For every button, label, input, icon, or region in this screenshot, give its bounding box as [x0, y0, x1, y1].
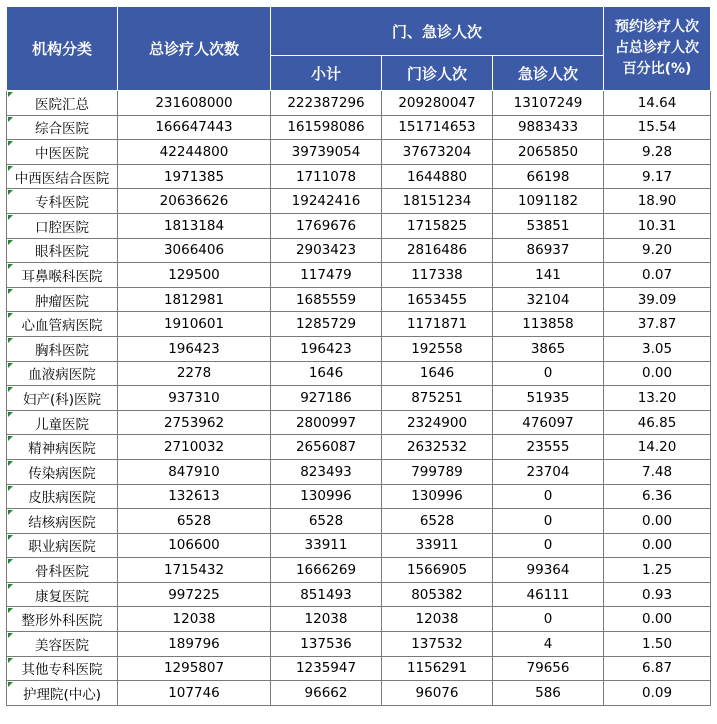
- cell-outpatient: 6528: [382, 509, 493, 534]
- cell-outpatient: 1646: [382, 361, 493, 386]
- cell-emergency: 0: [493, 607, 604, 632]
- cell-outpatient: 805382: [382, 582, 493, 607]
- cell-emergency: 141: [493, 263, 604, 288]
- table-row: [7, 582, 711, 607]
- cell-appointment-pct: 9.17: [604, 164, 711, 189]
- table-row: [7, 435, 711, 460]
- table-row: [7, 509, 711, 534]
- cell-outpatient: 1156291: [382, 656, 493, 681]
- cell-category: 血液病医院: [7, 361, 118, 386]
- header-appointment-percentage: [604, 7, 711, 91]
- cell-category: 专科医院: [7, 189, 118, 214]
- cell-outpatient: 1171871: [382, 312, 493, 337]
- cell-appointment-pct: 0.00: [604, 533, 711, 558]
- cell-emergency: 66198: [493, 164, 604, 189]
- cell-total-visits: 12038: [118, 607, 271, 632]
- cell-total-visits: 166647443: [118, 115, 271, 140]
- cell-total-visits: 997225: [118, 582, 271, 607]
- table-row: [7, 312, 711, 337]
- header-emergency: 急诊人次: [493, 56, 604, 91]
- table-row: [7, 681, 711, 706]
- cell-outpatient: 209280047: [382, 91, 493, 116]
- cell-appointment-pct: 9.20: [604, 238, 711, 263]
- cell-outpatient: 130996: [382, 484, 493, 509]
- cell-outpatient: 1653455: [382, 287, 493, 312]
- cell-subtotal: 2656087: [271, 435, 382, 460]
- cell-outpatient: 1644880: [382, 164, 493, 189]
- cell-outpatient: 1566905: [382, 558, 493, 583]
- cell-emergency: 23704: [493, 459, 604, 484]
- cell-emergency: 0: [493, 509, 604, 534]
- cell-appointment-pct: 37.87: [604, 312, 711, 337]
- cell-outpatient: 12038: [382, 607, 493, 632]
- cell-category: 康复医院: [7, 582, 118, 607]
- cell-subtotal: 130996: [271, 484, 382, 509]
- table-row: [7, 238, 711, 263]
- cell-total-visits: 106600: [118, 533, 271, 558]
- cell-category: 肿瘤医院: [7, 287, 118, 312]
- cell-category: 护理院(中心): [7, 681, 118, 706]
- cell-total-visits: 2710032: [118, 435, 271, 460]
- cell-category: 精神病医院: [7, 435, 118, 460]
- cell-emergency: 23555: [493, 435, 604, 460]
- cell-subtotal: 927186: [271, 386, 382, 411]
- cell-subtotal: 1235947: [271, 656, 382, 681]
- cell-emergency: 86937: [493, 238, 604, 263]
- header-subtotal: 小计: [271, 56, 382, 91]
- table-row: [7, 607, 711, 632]
- cell-subtotal: 137536: [271, 632, 382, 657]
- table-row: [7, 115, 711, 140]
- cell-total-visits: 3066406: [118, 238, 271, 263]
- cell-appointment-pct: 1.25: [604, 558, 711, 583]
- cell-appointment-pct: 0.00: [604, 607, 711, 632]
- cell-total-visits: 1715432: [118, 558, 271, 583]
- header-pct-line1: 预约诊疗人次: [615, 19, 700, 35]
- cell-appointment-pct: 15.54: [604, 115, 711, 140]
- table-row: [7, 558, 711, 583]
- header-pct-line3: 百分比(%): [622, 61, 692, 77]
- cell-subtotal: 33911: [271, 533, 382, 558]
- cell-outpatient: 96076: [382, 681, 493, 706]
- cell-outpatient: 2632532: [382, 435, 493, 460]
- cell-appointment-pct: 46.85: [604, 410, 711, 435]
- cell-subtotal: 196423: [271, 336, 382, 361]
- cell-outpatient: 137532: [382, 632, 493, 657]
- table-row: [7, 361, 711, 386]
- cell-total-visits: 2278: [118, 361, 271, 386]
- cell-subtotal: 39739054: [271, 140, 382, 165]
- table-row: [7, 484, 711, 509]
- cell-category: 皮肤病医院: [7, 484, 118, 509]
- cell-category: 结核病医院: [7, 509, 118, 534]
- table-row: [7, 632, 711, 657]
- cell-total-visits: 20636626: [118, 189, 271, 214]
- cell-appointment-pct: 0.09: [604, 681, 711, 706]
- cell-appointment-pct: 3.05: [604, 336, 711, 361]
- table-row: [7, 656, 711, 681]
- cell-subtotal: 19242416: [271, 189, 382, 214]
- header-outpatient: 门诊人次: [382, 56, 493, 91]
- cell-appointment-pct: 0.07: [604, 263, 711, 288]
- header-outpatient-emergency-group: 门、急诊人次: [271, 7, 604, 56]
- cell-category: 眼科医院: [7, 238, 118, 263]
- cell-total-visits: 189796: [118, 632, 271, 657]
- hospital-visits-table: [6, 6, 711, 706]
- cell-appointment-pct: 0.93: [604, 582, 711, 607]
- cell-appointment-pct: 10.31: [604, 213, 711, 238]
- cell-emergency: 0: [493, 361, 604, 386]
- cell-emergency: 586: [493, 681, 604, 706]
- cell-subtotal: 117479: [271, 263, 382, 288]
- cell-appointment-pct: 0.00: [604, 509, 711, 534]
- cell-outpatient: 799789: [382, 459, 493, 484]
- cell-category: 综合医院: [7, 115, 118, 140]
- cell-subtotal: 12038: [271, 607, 382, 632]
- cell-total-visits: 129500: [118, 263, 271, 288]
- table-row: [7, 410, 711, 435]
- cell-subtotal: 6528: [271, 509, 382, 534]
- cell-appointment-pct: 9.28: [604, 140, 711, 165]
- cell-subtotal: 161598086: [271, 115, 382, 140]
- cell-category: 儿童医院: [7, 410, 118, 435]
- header-category: 机构分类: [7, 7, 118, 91]
- table-row: [7, 164, 711, 189]
- cell-total-visits: 6528: [118, 509, 271, 534]
- header-pct-line2: 占总诊疗人次: [615, 40, 700, 56]
- cell-subtotal: 1711078: [271, 164, 382, 189]
- cell-category: 整形外科医院: [7, 607, 118, 632]
- cell-total-visits: 196423: [118, 336, 271, 361]
- cell-emergency: 1091182: [493, 189, 604, 214]
- cell-category: 耳鼻喉科医院: [7, 263, 118, 288]
- cell-emergency: 46111: [493, 582, 604, 607]
- cell-category: 中医医院: [7, 140, 118, 165]
- cell-subtotal: 1646: [271, 361, 382, 386]
- cell-emergency: 0: [493, 484, 604, 509]
- cell-total-visits: 1971385: [118, 164, 271, 189]
- cell-category: 中西医结合医院: [7, 164, 118, 189]
- cell-emergency: 2065850: [493, 140, 604, 165]
- cell-total-visits: 132613: [118, 484, 271, 509]
- cell-emergency: 32104: [493, 287, 604, 312]
- cell-category: 妇产(科)医院: [7, 386, 118, 411]
- cell-total-visits: 1295807: [118, 656, 271, 681]
- cell-emergency: 53851: [493, 213, 604, 238]
- cell-outpatient: 151714653: [382, 115, 493, 140]
- cell-emergency: 79656: [493, 656, 604, 681]
- cell-category: 传染病医院: [7, 459, 118, 484]
- table-body: [7, 91, 711, 706]
- cell-outpatient: 37673204: [382, 140, 493, 165]
- table-row: [7, 263, 711, 288]
- cell-emergency: 4: [493, 632, 604, 657]
- table-row: [7, 386, 711, 411]
- cell-subtotal: 1769676: [271, 213, 382, 238]
- cell-category: 心血管病医院: [7, 312, 118, 337]
- cell-subtotal: 2903423: [271, 238, 382, 263]
- header-total-visits: 总诊疗人次数: [118, 7, 271, 91]
- table-row: [7, 336, 711, 361]
- cell-category: 职业病医院: [7, 533, 118, 558]
- cell-total-visits: 1813184: [118, 213, 271, 238]
- cell-emergency: 51935: [493, 386, 604, 411]
- cell-appointment-pct: 13.20: [604, 386, 711, 411]
- cell-subtotal: 2800997: [271, 410, 382, 435]
- cell-category: 口腔医院: [7, 213, 118, 238]
- cell-category: 胸科医院: [7, 336, 118, 361]
- cell-outpatient: 192558: [382, 336, 493, 361]
- cell-emergency: 3865: [493, 336, 604, 361]
- table-header: [7, 7, 711, 91]
- cell-appointment-pct: 14.20: [604, 435, 711, 460]
- cell-total-visits: 42244800: [118, 140, 271, 165]
- cell-subtotal: 1685559: [271, 287, 382, 312]
- cell-subtotal: 1285729: [271, 312, 382, 337]
- cell-emergency: 13107249: [493, 91, 604, 116]
- cell-subtotal: 851493: [271, 582, 382, 607]
- cell-total-visits: 847910: [118, 459, 271, 484]
- cell-emergency: 99364: [493, 558, 604, 583]
- cell-appointment-pct: 6.87: [604, 656, 711, 681]
- cell-total-visits: 937310: [118, 386, 271, 411]
- cell-total-visits: 2753962: [118, 410, 271, 435]
- table-row: [7, 213, 711, 238]
- cell-category: 其他专科医院: [7, 656, 118, 681]
- cell-appointment-pct: 0.00: [604, 361, 711, 386]
- table-row: [7, 189, 711, 214]
- cell-subtotal: 1666269: [271, 558, 382, 583]
- cell-subtotal: 222387296: [271, 91, 382, 116]
- cell-outpatient: 2816486: [382, 238, 493, 263]
- cell-emergency: 476097: [493, 410, 604, 435]
- cell-appointment-pct: 18.90: [604, 189, 711, 214]
- cell-emergency: 113858: [493, 312, 604, 337]
- cell-emergency: 0: [493, 533, 604, 558]
- cell-outpatient: 18151234: [382, 189, 493, 214]
- cell-category: 骨科医院: [7, 558, 118, 583]
- table-row: [7, 91, 711, 116]
- cell-subtotal: 96662: [271, 681, 382, 706]
- cell-subtotal: 823493: [271, 459, 382, 484]
- cell-appointment-pct: 14.64: [604, 91, 711, 116]
- cell-total-visits: 1910601: [118, 312, 271, 337]
- cell-appointment-pct: 6.36: [604, 484, 711, 509]
- cell-appointment-pct: 39.09: [604, 287, 711, 312]
- cell-outpatient: 33911: [382, 533, 493, 558]
- cell-category: 医院汇总: [7, 91, 118, 116]
- cell-category: 美容医院: [7, 632, 118, 657]
- cell-emergency: 9883433: [493, 115, 604, 140]
- table-row: [7, 533, 711, 558]
- table-row: [7, 459, 711, 484]
- table-row: [7, 140, 711, 165]
- table-row: [7, 287, 711, 312]
- cell-outpatient: 1715825: [382, 213, 493, 238]
- cell-total-visits: 107746: [118, 681, 271, 706]
- cell-total-visits: 231608000: [118, 91, 271, 116]
- cell-appointment-pct: 7.48: [604, 459, 711, 484]
- data-table-container: [6, 6, 711, 706]
- cell-total-visits: 1812981: [118, 287, 271, 312]
- cell-outpatient: 875251: [382, 386, 493, 411]
- cell-appointment-pct: 1.50: [604, 632, 711, 657]
- cell-outpatient: 117338: [382, 263, 493, 288]
- cell-outpatient: 2324900: [382, 410, 493, 435]
